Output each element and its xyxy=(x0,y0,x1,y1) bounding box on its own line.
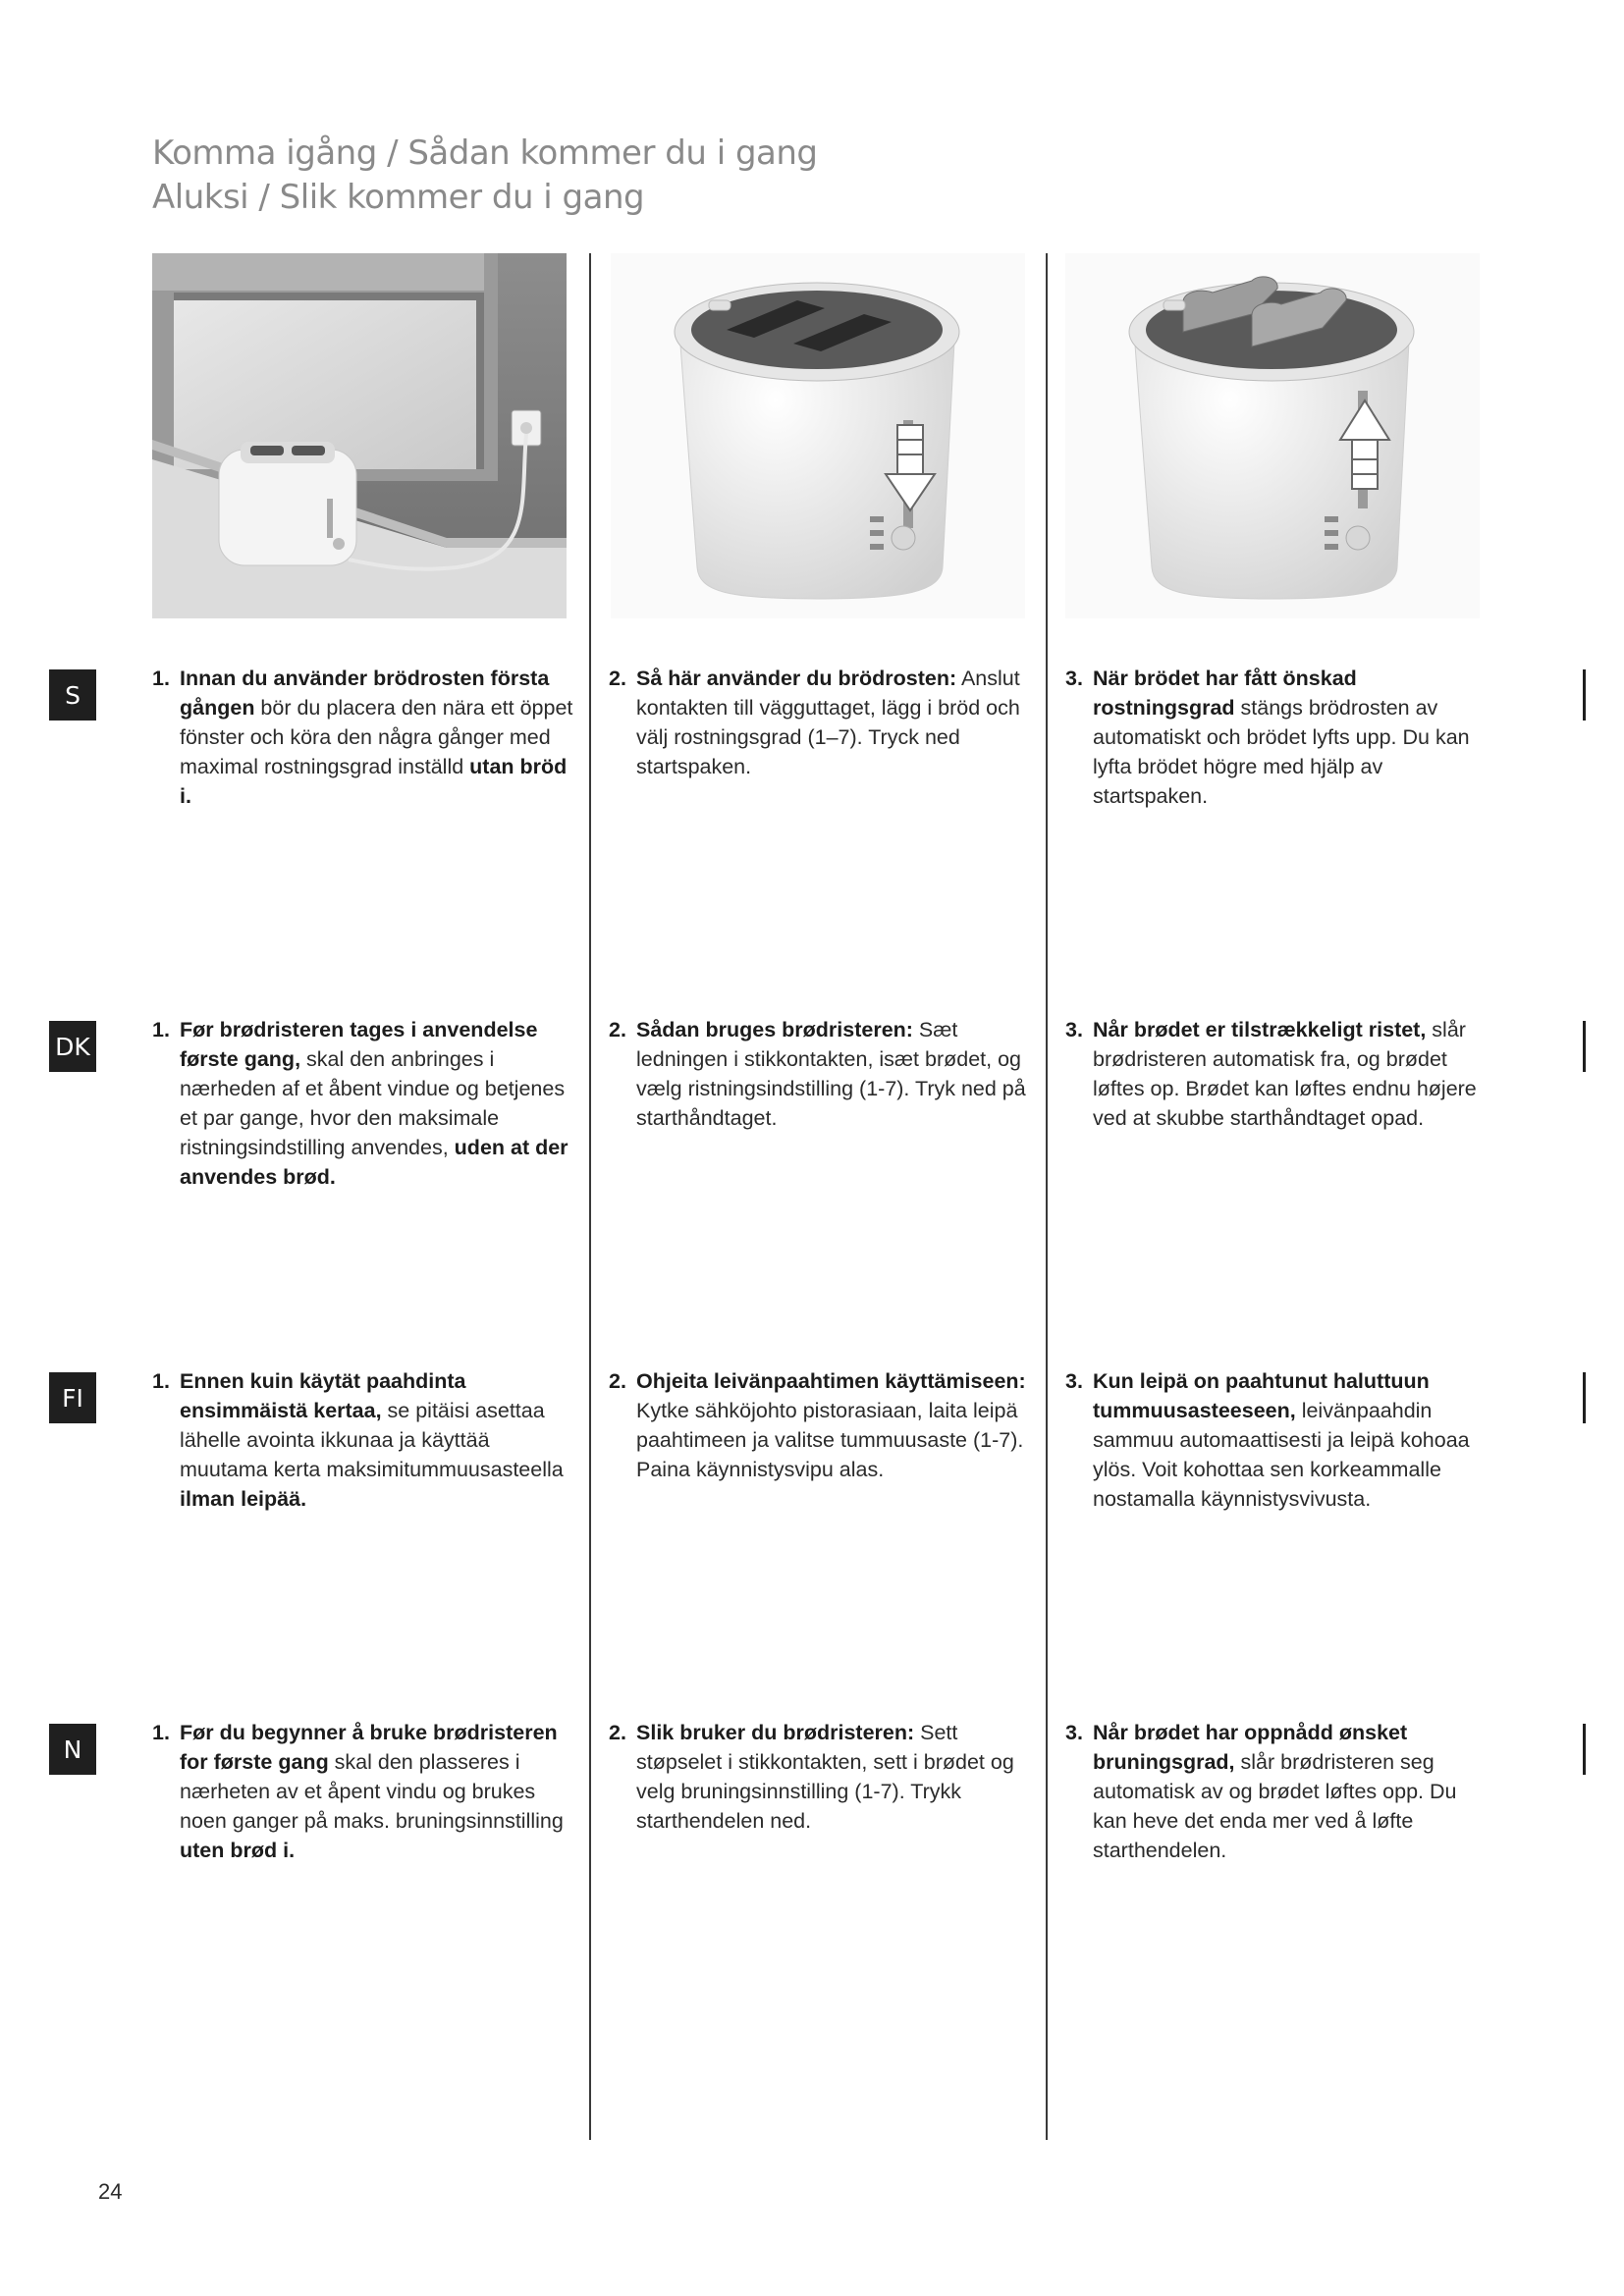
step-2-norwegian xyxy=(609,1718,1031,1836)
step-text xyxy=(636,1366,1031,1484)
step-number: 1. xyxy=(152,1369,170,1393)
page-number: 24 xyxy=(98,2179,123,2204)
step-number: 2. xyxy=(609,1721,626,1744)
step-3-danish xyxy=(1065,1015,1488,1133)
step-text-bold: uten brød i. xyxy=(180,1839,296,1862)
language-badge-norwegian: N xyxy=(49,1724,96,1775)
step-text xyxy=(180,1015,574,1192)
step-text-bold: Ennen kuin käytät paahdinta ensimmäistä kertaa, xyxy=(180,1369,466,1422)
step-text xyxy=(180,664,574,811)
step-text-regular: se pitäisi asettaa lähelle avointa ikkunaa ja käyttää muutama kerta maksimitummuusasteella xyxy=(180,1399,564,1481)
step-3-finnish xyxy=(1065,1366,1488,1514)
toaster-lever-down-photo xyxy=(611,253,1025,618)
step-1-finnish xyxy=(152,1366,574,1514)
step-text-bold: Før du begynner å bruke brødristeren for første gang xyxy=(180,1721,558,1774)
step-text-regular: slår brødristeren seg automatisk av og brødet løftes opp. Du kan heve det enda mer ved å løfte starthendelen. xyxy=(1093,1750,1457,1862)
step-1-swedish xyxy=(152,664,574,811)
step-text-bold: Når brødet er tilstrækkeligt ristet, xyxy=(1093,1018,1427,1041)
step-text-bold: Før brødristeren tages i anvendelse første gang, xyxy=(180,1018,538,1071)
step-number: 3. xyxy=(1065,1018,1083,1041)
step-text-regular: leivänpaahdin sammuu automaattisesti ja leipä kohoaa ylös. Voit kohottaa sen korkeammalle nostamalla käynnistysvivusta. xyxy=(1093,1399,1470,1511)
step-number: 1. xyxy=(152,1721,170,1744)
step-text-regular: Sett støpselet i stikkontakten, sett i brødet og velg bruningsinnstilling (1-7). Trykk starthendelen ned. xyxy=(636,1721,1014,1833)
step-text-bold: Når brødet har oppnådd ønsket bruningsgrad, xyxy=(1093,1721,1408,1774)
language-badge-danish: DK xyxy=(49,1021,96,1072)
step-text-regular: Sæt ledningen i stikkontakten, isæt brødet, og vælg ristningsindstilling (1-7). Tryk ned på starthåndtaget. xyxy=(636,1018,1026,1130)
step-text-regular: stängs brödrosten av automatiskt och brödet lyfts upp. Du kan lyfta brödet högre med hjälp av startspaken. xyxy=(1093,696,1470,808)
step-text xyxy=(636,664,1031,781)
section-edge-mark xyxy=(1583,1372,1586,1423)
step-text-regular: Kytke sähköjohto pistorasiaan, laita leipä paahtimeen ja valitse tummuusaste (1-7). Paina käynnistysvipu alas. xyxy=(636,1399,1024,1481)
step-text xyxy=(180,1718,574,1865)
toaster-near-window-photo xyxy=(152,253,567,618)
section-edge-mark xyxy=(1583,1021,1586,1072)
step-text-bold: När brödet har fått önskad rostningsgrad xyxy=(1093,667,1357,720)
step-text-bold: uden at der anvendes brød. xyxy=(180,1136,568,1189)
step-number: 3. xyxy=(1065,1369,1083,1393)
step-number: 1. xyxy=(152,667,170,690)
step-text-regular: slår brødristeren automatisk fra, og brødet løftes op. Brødet kan løftes endnu højere ved at skubbe starthåndtaget opad. xyxy=(1093,1018,1477,1130)
language-badge-finnish: FI xyxy=(49,1372,96,1423)
step-number: 1. xyxy=(152,1018,170,1041)
step-text xyxy=(1093,1366,1488,1514)
section-edge-mark xyxy=(1583,1724,1586,1775)
step-3-norwegian xyxy=(1065,1718,1488,1865)
step-text-regular: bör du placera den nära ett öppet fönster och köra den några gånger med maximal rostningsgrad inställd xyxy=(180,696,573,778)
step-text xyxy=(180,1366,574,1514)
step-text-bold: Ohjeita leivänpaahtimen käyttämiseen: xyxy=(636,1369,1026,1393)
step-text xyxy=(636,1718,1031,1836)
language-badge-swedish: S xyxy=(49,669,96,721)
section-edge-mark xyxy=(1583,669,1586,721)
step-text-regular: skal den anbringes i nærheden af et åbent vindue og betjenes et par gange, hvor den maksimale ristningsindstilling anvendes, xyxy=(180,1047,566,1159)
step-text-bold: Så här använder du brödrosten: xyxy=(636,667,957,690)
step-text-bold: utan bröd i. xyxy=(180,755,568,808)
step-text-bold: Sådan bruges brødristeren: xyxy=(636,1018,913,1041)
step-number: 2. xyxy=(609,667,626,690)
step-text-bold: Innan du använder brödrosten första gången xyxy=(180,667,550,720)
step-1-norwegian xyxy=(152,1718,574,1865)
step-text-bold: Slik bruker du brødristeren: xyxy=(636,1721,915,1744)
step-2-danish xyxy=(609,1015,1031,1133)
column-divider-left xyxy=(589,253,591,2140)
step-text-regular: Anslut kontakten till vägguttaget, lägg i bröd och välj rostningsgrad (1–7). Tryck ned startspaken. xyxy=(636,667,1020,778)
step-2-swedish xyxy=(609,664,1031,781)
step-2-finnish xyxy=(609,1366,1031,1484)
page-title-line-2: Aluksi / Slik kommer du i gang xyxy=(152,178,645,217)
step-text xyxy=(1093,1015,1488,1133)
step-text-bold: ilman leipää. xyxy=(180,1487,307,1511)
step-number: 2. xyxy=(609,1018,626,1041)
page-title-line-1: Komma igång / Sådan kommer du i gang xyxy=(152,133,818,173)
step-text-regular: skal den plasseres i nærheten av et åpent vindu og brukes noen ganger på maks. bruningsinnstilling xyxy=(180,1750,564,1833)
step-text xyxy=(636,1015,1031,1133)
step-text xyxy=(1093,1718,1488,1865)
step-1-danish xyxy=(152,1015,574,1192)
step-3-swedish xyxy=(1065,664,1488,811)
step-text-bold: Kun leipä on paahtunut haluttuun tummuusasteeseen, xyxy=(1093,1369,1430,1422)
step-number: 3. xyxy=(1065,1721,1083,1744)
step-number: 3. xyxy=(1065,667,1083,690)
step-number: 2. xyxy=(609,1369,626,1393)
toaster-bread-popped-up-photo xyxy=(1065,253,1480,618)
column-divider-right xyxy=(1046,253,1048,2140)
step-text xyxy=(1093,664,1488,811)
